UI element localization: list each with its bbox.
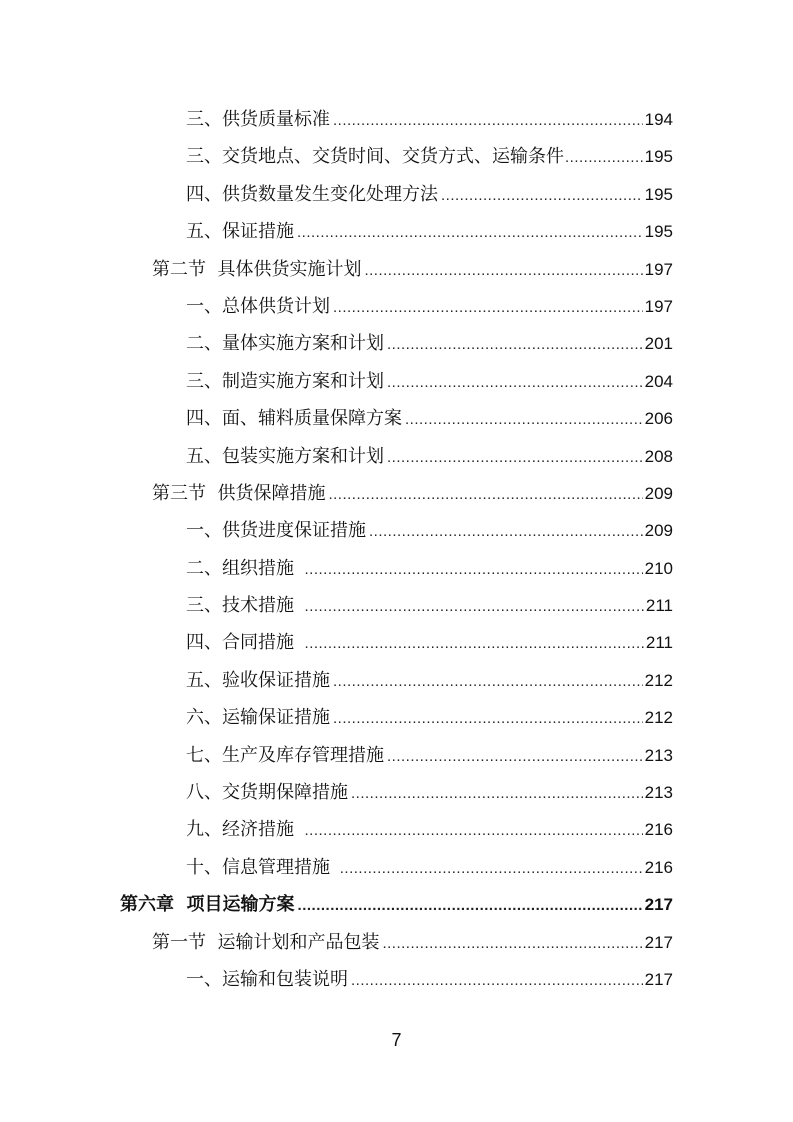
toc-entry-page-number: 197 bbox=[644, 296, 673, 316]
toc-entry-title: 四、供货数量发生变化处理方法 bbox=[186, 183, 438, 205]
dot-leader bbox=[405, 401, 643, 438]
toc-entry[interactable] bbox=[0, 587, 793, 624]
toc-entry[interactable] bbox=[0, 325, 793, 362]
toc-entry-title: 第六章 项目运输方案 bbox=[120, 894, 295, 916]
dot-leader bbox=[441, 177, 643, 214]
dot-leader bbox=[333, 663, 643, 700]
dot-leader bbox=[305, 812, 643, 849]
toc-entry-page-number: 195 bbox=[644, 147, 673, 167]
toc-entry[interactable] bbox=[0, 101, 793, 138]
toc-entry-title: 一、总体供货计划 bbox=[186, 295, 330, 317]
toc-entry-page-number: 204 bbox=[644, 371, 673, 391]
dot-leader bbox=[387, 738, 643, 775]
dot-leader bbox=[364, 252, 642, 289]
dot-leader bbox=[387, 439, 643, 476]
dot-leader bbox=[333, 289, 643, 326]
toc-entry[interactable] bbox=[0, 699, 793, 736]
dot-leader bbox=[305, 625, 644, 662]
toc-entry-page-number: 212 bbox=[644, 708, 673, 728]
toc-entry-title: 三、制造实施方案和计划 bbox=[186, 370, 384, 392]
toc-entry-title: 三、供货质量标准 bbox=[186, 109, 330, 130]
toc-entry-page-number: 211 bbox=[645, 596, 673, 616]
toc-entry-title: 七、生产及库存管理措施 bbox=[186, 744, 384, 766]
dot-leader bbox=[369, 513, 643, 550]
toc-entry-page-number: 209 bbox=[644, 483, 673, 503]
dot-leader bbox=[305, 551, 643, 588]
toc-entry-title: 一、运输和包装说明 bbox=[186, 968, 348, 990]
toc-entry-title: 三、交货地点、交货时间、交货方式、运输条件 bbox=[186, 146, 564, 168]
toc-entry-page-number: 217 bbox=[644, 895, 673, 915]
toc-entry[interactable] bbox=[0, 849, 793, 886]
toc-entry-page-number: 209 bbox=[644, 521, 673, 541]
toc-entry[interactable] bbox=[0, 662, 793, 699]
toc-entry-page-number: 213 bbox=[644, 783, 673, 803]
toc-entry-page-number: 208 bbox=[644, 446, 673, 466]
dot-leader bbox=[333, 102, 643, 139]
toc-entry[interactable] bbox=[0, 363, 793, 400]
toc-entry-title: 八、交货期保障措施 bbox=[186, 782, 348, 804]
toc-entry[interactable] bbox=[0, 438, 793, 475]
toc-entry-title: 第一节 运输计划和产品包装 bbox=[152, 931, 380, 953]
toc-entry-page-number: 212 bbox=[644, 670, 673, 690]
dot-leader bbox=[387, 326, 643, 363]
toc-entry[interactable] bbox=[0, 213, 793, 250]
dot-leader bbox=[351, 962, 643, 999]
dot-leader bbox=[298, 887, 643, 924]
toc-entry[interactable] bbox=[0, 624, 793, 661]
toc-entry-page-number: 213 bbox=[644, 745, 673, 765]
toc-entry-page-number: 210 bbox=[644, 558, 673, 578]
toc-entry-page-number: 216 bbox=[644, 820, 673, 840]
toc-entry-page-number: 195 bbox=[644, 222, 673, 242]
toc-entry-page-number: 217 bbox=[644, 932, 673, 952]
toc-entry-title: 五、验收保证措施 bbox=[186, 669, 330, 691]
dot-leader bbox=[382, 925, 642, 962]
dot-leader bbox=[340, 850, 643, 887]
toc-entry-page-number: 217 bbox=[644, 969, 673, 989]
toc-entry-page-number: 206 bbox=[644, 409, 673, 429]
dot-leader bbox=[351, 775, 643, 812]
toc-entry[interactable] bbox=[0, 400, 793, 437]
dot-leader bbox=[328, 476, 642, 513]
toc-entry[interactable] bbox=[0, 961, 793, 998]
dot-leader bbox=[387, 364, 643, 401]
page-number: 7 bbox=[391, 1030, 402, 1050]
toc-entry[interactable] bbox=[0, 512, 793, 549]
toc-entry[interactable] bbox=[0, 251, 793, 288]
toc-entry[interactable] bbox=[0, 811, 793, 848]
toc-entry[interactable] bbox=[0, 288, 793, 325]
dot-leader bbox=[297, 214, 643, 251]
toc-entry-title: 九、经济措施 bbox=[186, 819, 294, 841]
toc-entry[interactable] bbox=[0, 924, 793, 961]
toc-entry-title: 六、运输保证措施 bbox=[186, 707, 330, 729]
dot-leader bbox=[305, 588, 644, 625]
toc-entry-title: 一、供货进度保证措施 bbox=[186, 520, 366, 542]
toc-entry-title: 四、面、辅料质量保障方案 bbox=[186, 408, 402, 430]
table-of-contents bbox=[0, 101, 793, 998]
toc-entry-title: 第三节 供货保障措施 bbox=[152, 482, 326, 504]
toc-entry-title: 二、量体实施方案和计划 bbox=[186, 333, 384, 355]
toc-entry-page-number: 211 bbox=[645, 633, 673, 653]
toc-entry-title: 四、合同措施 bbox=[186, 632, 294, 654]
toc-entry-title: 三、技术措施 bbox=[186, 595, 294, 617]
toc-entry-page-number: 197 bbox=[644, 259, 673, 279]
dot-leader bbox=[333, 700, 643, 737]
toc-entry[interactable] bbox=[0, 737, 793, 774]
toc-entry-title: 第二节 具体供货实施计划 bbox=[152, 258, 362, 280]
toc-entry[interactable] bbox=[0, 774, 793, 811]
dot-leader bbox=[565, 139, 643, 176]
toc-entry[interactable] bbox=[0, 475, 793, 512]
toc-entry[interactable] bbox=[0, 176, 793, 213]
toc-entry-page-number: 201 bbox=[644, 334, 673, 354]
toc-entry-title: 五、包装实施方案和计划 bbox=[186, 445, 384, 467]
toc-entry[interactable] bbox=[0, 550, 793, 587]
toc-entry-page-number: 216 bbox=[644, 857, 673, 877]
toc-entry[interactable] bbox=[0, 886, 793, 923]
toc-entry[interactable] bbox=[0, 138, 793, 175]
toc-entry-page-number: 194 bbox=[644, 110, 673, 129]
toc-entry-title: 二、组织措施 bbox=[186, 557, 294, 579]
toc-entry-title: 五、保证措施 bbox=[186, 221, 294, 243]
toc-entry-title: 十、信息管理措施 bbox=[186, 856, 330, 878]
toc-entry-page-number: 195 bbox=[644, 184, 673, 204]
